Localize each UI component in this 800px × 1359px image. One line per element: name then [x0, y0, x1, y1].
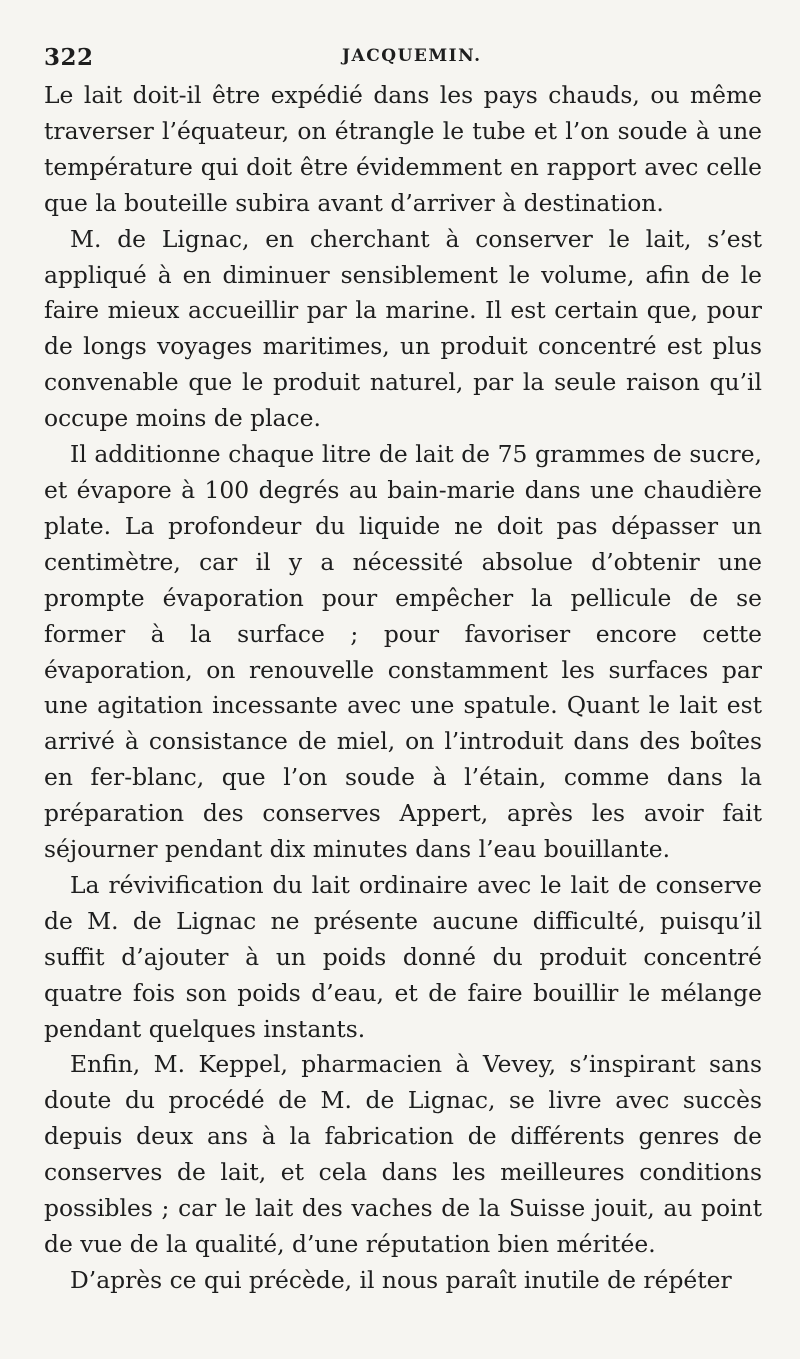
paragraph-revivification: La révivification du lait ordinaire avec le lait de conserve de M. de Lignac ne présente aucune difficulté, puisqu’il suffit d’ajouter à un poids donné du produit concentré quatre fois son poids d’eau, et de faire bouillir le mélange pendant quelques instants.: [44, 870, 762, 1043]
paragraph-conclusion: D’après ce qui précède, il nous paraît inutile de répéter: [70, 1265, 732, 1294]
paragraph-lignac-volume: M. de Lignac, en cherchant à conserver le lait, s’est appliqué à en diminuer sensiblement le volume, afin de le faire mieux accueillir par la marine. Il est certain que, pour de longs voyages maritimes, un produit concentré est plus convenable que le produit naturel, par la seule raison qu’il occupe moins de place.: [44, 224, 762, 433]
paragraph-equateur: Le lait doit-il être expédié dans les pays chauds, ou même traverser l’équateur, on étrangle le tube et l’on soude à une température qui doit être évidemment en rapport avec celle que la bouteille subira avant d’arriver à destination.: [44, 81, 762, 217]
paragraph-evaporation: Il additionne chaque litre de lait de 75 grammes de sucre, et évapore à 100 degrés au bain-marie dans une chaudière plate. La profondeur du liquide ne doit pas dépasser un centimètre, car il y a nécessité absolue d’obtenir une prompte évaporation pour empêcher la pellicule de se former à la surface ; pour favoriser encore cette évaporation, on renouvelle constamment les surfaces par une agitation incessante avec une spatule. Quant le lait est arrivé à consistance de miel, on l’introduit dans des boîtes en fer-blanc, que l’on soude à l’étain, comme dans la préparation des conserves Appert, après les avoir fait séjourner pendant dix minutes dans l’eau bouillante.: [44, 440, 762, 864]
running-title: JACQUEMIN.: [342, 46, 482, 66]
paragraph-keppel: Enfin, M. Keppel, pharmacien à Vevey, s’inspirant sans doute du procédé de M. de Lignac, se livre avec succès depuis deux ans à la fabrication de différents genres de conserves de lait, et cela dans les meilleures conditions possibles ; car le lait des vaches de la Suisse jouit, au point de vue de la qualité, d’une réputation bien méritée.: [44, 1050, 762, 1258]
running-head: [44, 36, 762, 78]
page-number: 322: [44, 44, 94, 71]
body-text: [44, 78, 762, 1299]
